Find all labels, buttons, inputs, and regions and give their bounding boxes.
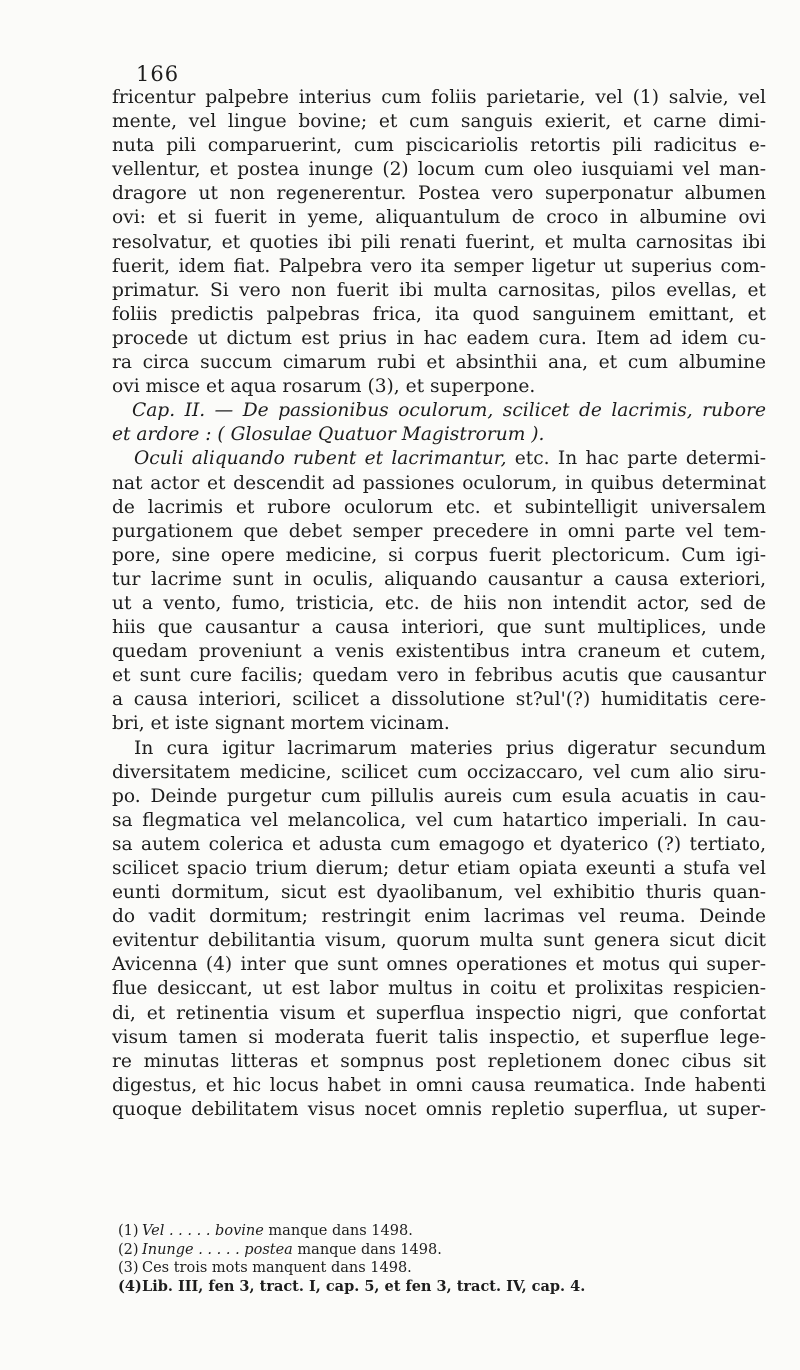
text-segment: nat actor et descendit ad passiones oculorum, in quibus determinat (112, 472, 766, 494)
text-segment: re minutas litteras et sompnus post repletionem donec cibus sit (112, 1050, 766, 1072)
text-line (112, 568, 766, 592)
text-segment: scilicet spacio trium dierum; detur etiam opiata exeunti a stufa vel (112, 858, 766, 879)
text-line (112, 1098, 766, 1122)
footnote (118, 1241, 678, 1260)
text-segment: evitentur debilitantia visum, quorum multa sunt genera sicut dicit (112, 930, 766, 952)
text-segment: Avicenna (4) inter que sunt omnes operationes et motus qui super- (112, 954, 766, 976)
text-line (112, 544, 766, 568)
text-segment: ovi misce et aqua rosarum (3), et superpone. (112, 376, 536, 398)
text-segment: Oculi aliquando rubent et lacrimantur, (134, 448, 507, 470)
text-segment: pore, sine opere medicine, si corpus fuerit plectoricum. Cum igi- (112, 544, 766, 566)
text-line (112, 977, 766, 1001)
text-line (112, 905, 766, 929)
text-line (112, 1002, 766, 1026)
footnote (118, 1222, 678, 1241)
footnote-number: (4) (118, 1277, 142, 1295)
text-segment: po. Deinde purgetur cum pillulis aureis cum esula acuatis in cau- (112, 785, 766, 807)
text-line (112, 206, 766, 230)
text-line (112, 929, 766, 953)
text-line (112, 134, 766, 158)
text-line (112, 712, 766, 736)
footnote-text: Ces trois mots manquent dans 1498. (142, 1260, 412, 1276)
footnote (118, 1259, 678, 1278)
text-segment: eunti dormitum, sicut est dyaolibanum, vel exhibitio thuris quan- (112, 882, 766, 904)
text-segment: bri, et iste signant mortem vicinam. (112, 713, 450, 735)
text-line (112, 857, 766, 881)
text-segment: fuerit, idem fiat. Palpebra vero ita semper ligetur ut superius com- (112, 255, 766, 277)
text-line (112, 688, 766, 712)
text-segment: primatur. Si vero non fuerit ibi multa carnositas, pilos evellas, et (112, 279, 766, 301)
text-line (112, 182, 766, 206)
text-segment: foliis predictis palpebras frica, ita quod sanguinem emittant, et (112, 303, 766, 325)
text-line (112, 737, 766, 761)
footnote-number: (2) (118, 1241, 139, 1258)
footnotes (118, 1222, 678, 1296)
text-line (112, 86, 766, 110)
text-segment: procede ut dictum est prius in hac eadem cura. Item ad idem cu- (112, 327, 766, 349)
footnote-number: (3) (118, 1260, 139, 1276)
text-line (112, 231, 766, 255)
footnote-text: Lib. III, fen 3, tract. I, cap. 5, et fen 3, tract. IV, cap. 4. (142, 1277, 586, 1295)
page-number: 166 (136, 62, 180, 86)
text-segment: a causa interiori, scilicet a dissolutione st?ul'(?) humiditatis cere- (112, 689, 766, 711)
text-line (112, 761, 766, 785)
text-line (112, 255, 766, 279)
text-line (112, 881, 766, 905)
text-segment: hiis que causantur a causa interiori, que sunt multiplices, unde (112, 617, 766, 639)
footnote (118, 1278, 678, 1297)
text-segment: mente, vel lingue bovine; et cum sanguis exierit, et carne dimi- (112, 111, 766, 133)
text-line (112, 785, 766, 809)
text-line (112, 640, 766, 664)
text-segment: ut a vento, fumo, tristicia, etc. de hiis non intendit actor, sed de (112, 592, 766, 614)
text-segment: quedam proveniunt a venis existentibus intra craneum et cutem, (112, 641, 766, 663)
text-line (112, 616, 766, 640)
text-line (112, 472, 766, 496)
text-segment: visum tamen si moderata fuerit talis inspectio, et superflue lege- (112, 1026, 766, 1048)
text-segment: flue desiccant, ut est labor multus in coitu et prolixitas respicien- (112, 978, 766, 1000)
text-segment: dragore ut non regenerentur. Postea vero superponatur albumen (112, 183, 766, 205)
text-segment: In cura igitur lacrimarum materies prius digeratur secundum (134, 737, 766, 759)
text-segment: et sunt cure facilis; quedam vero in febribus acutis que causantur (112, 665, 766, 687)
text-line (112, 1026, 766, 1050)
text-segment: sa flegmatica vel melancolica, vel cum hatartico imperiali. In cau- (112, 809, 766, 831)
text-segment: diversitatem medicine, scilicet cum occizaccaro, vel cum alio siru- (112, 761, 766, 783)
text-segment: tur lacrime sunt in oculis, aliquando causantur a causa exteriori, (112, 568, 766, 590)
body-text (112, 86, 766, 1122)
text-line (112, 809, 766, 833)
text-segment: digestus, et hic locus habet in omni causa reumatica. Inde habenti (112, 1074, 766, 1096)
text-line (112, 303, 766, 327)
text-line (112, 327, 766, 351)
footnote-text: Vel . . . . . bovine (142, 1223, 264, 1239)
text-segment: sa autem colerica et adusta cum emagogo et dyaterico (?) tertiato, (112, 833, 766, 855)
text-segment: vellentur, et postea inunge (2) locum cum oleo iusquiami vel man- (112, 159, 766, 181)
text-line (112, 664, 766, 688)
text-line (112, 399, 766, 423)
text-line (112, 423, 766, 447)
text-segment: purgationem que debet semper precedere in omni parte vel tem- (112, 520, 766, 542)
text-line (112, 110, 766, 134)
text-line (112, 1050, 766, 1074)
text-line (112, 447, 766, 471)
text-line (112, 1074, 766, 1098)
text-segment: ra circa succum cimarum rubi et absinthii ana, et cum albumine (112, 352, 766, 374)
text-line (112, 953, 766, 977)
footnote-text: manque dans 1498. (292, 1241, 442, 1258)
footnote-number: (1) (118, 1223, 139, 1239)
text-segment: de lacrimis et rubore oculorum etc. et subintelligit universalem (112, 496, 766, 518)
text-segment: Cap. II. — De passionibus oculorum, scilicet de lacrimis, rubore (132, 400, 766, 422)
footnote-text: Inunge . . . . . postea (142, 1241, 293, 1258)
text-segment: di, et retinentia visum et superflua inspectio nigri, que confortat (112, 1002, 766, 1024)
text-segment: et ardore : ( Glosulae Quatuor Magistrorum ). (112, 424, 545, 446)
text-segment: ovi: et si fuerit in yeme, aliquantulum de croco in albumine ovi (112, 207, 766, 229)
text-line (112, 375, 766, 399)
text-line (112, 520, 766, 544)
text-segment: etc. In hac parte determi- (506, 448, 766, 470)
text-line (112, 279, 766, 303)
text-segment: fricentur palpebre interius cum foliis parietarie, vel (1) salvie, vel (112, 87, 766, 108)
text-line (112, 833, 766, 857)
text-segment: quoque debilitatem visus nocet omnis repletio superflua, ut super- (112, 1098, 766, 1120)
text-segment: do vadit dormitum; restringit enim lacrimas vel reuma. Deinde (112, 906, 766, 928)
text-line (112, 496, 766, 520)
text-segment: resolvatur, et quoties ibi pili renati fuerint, et multa carnositas ibi (112, 231, 766, 253)
text-line (112, 158, 766, 182)
text-line (112, 351, 766, 375)
footnote-text: manque dans 1498. (263, 1223, 413, 1239)
text-line (112, 592, 766, 616)
text-segment: nuta pili comparuerint, cum piscicariolis retortis pili radicitus e- (112, 135, 766, 157)
